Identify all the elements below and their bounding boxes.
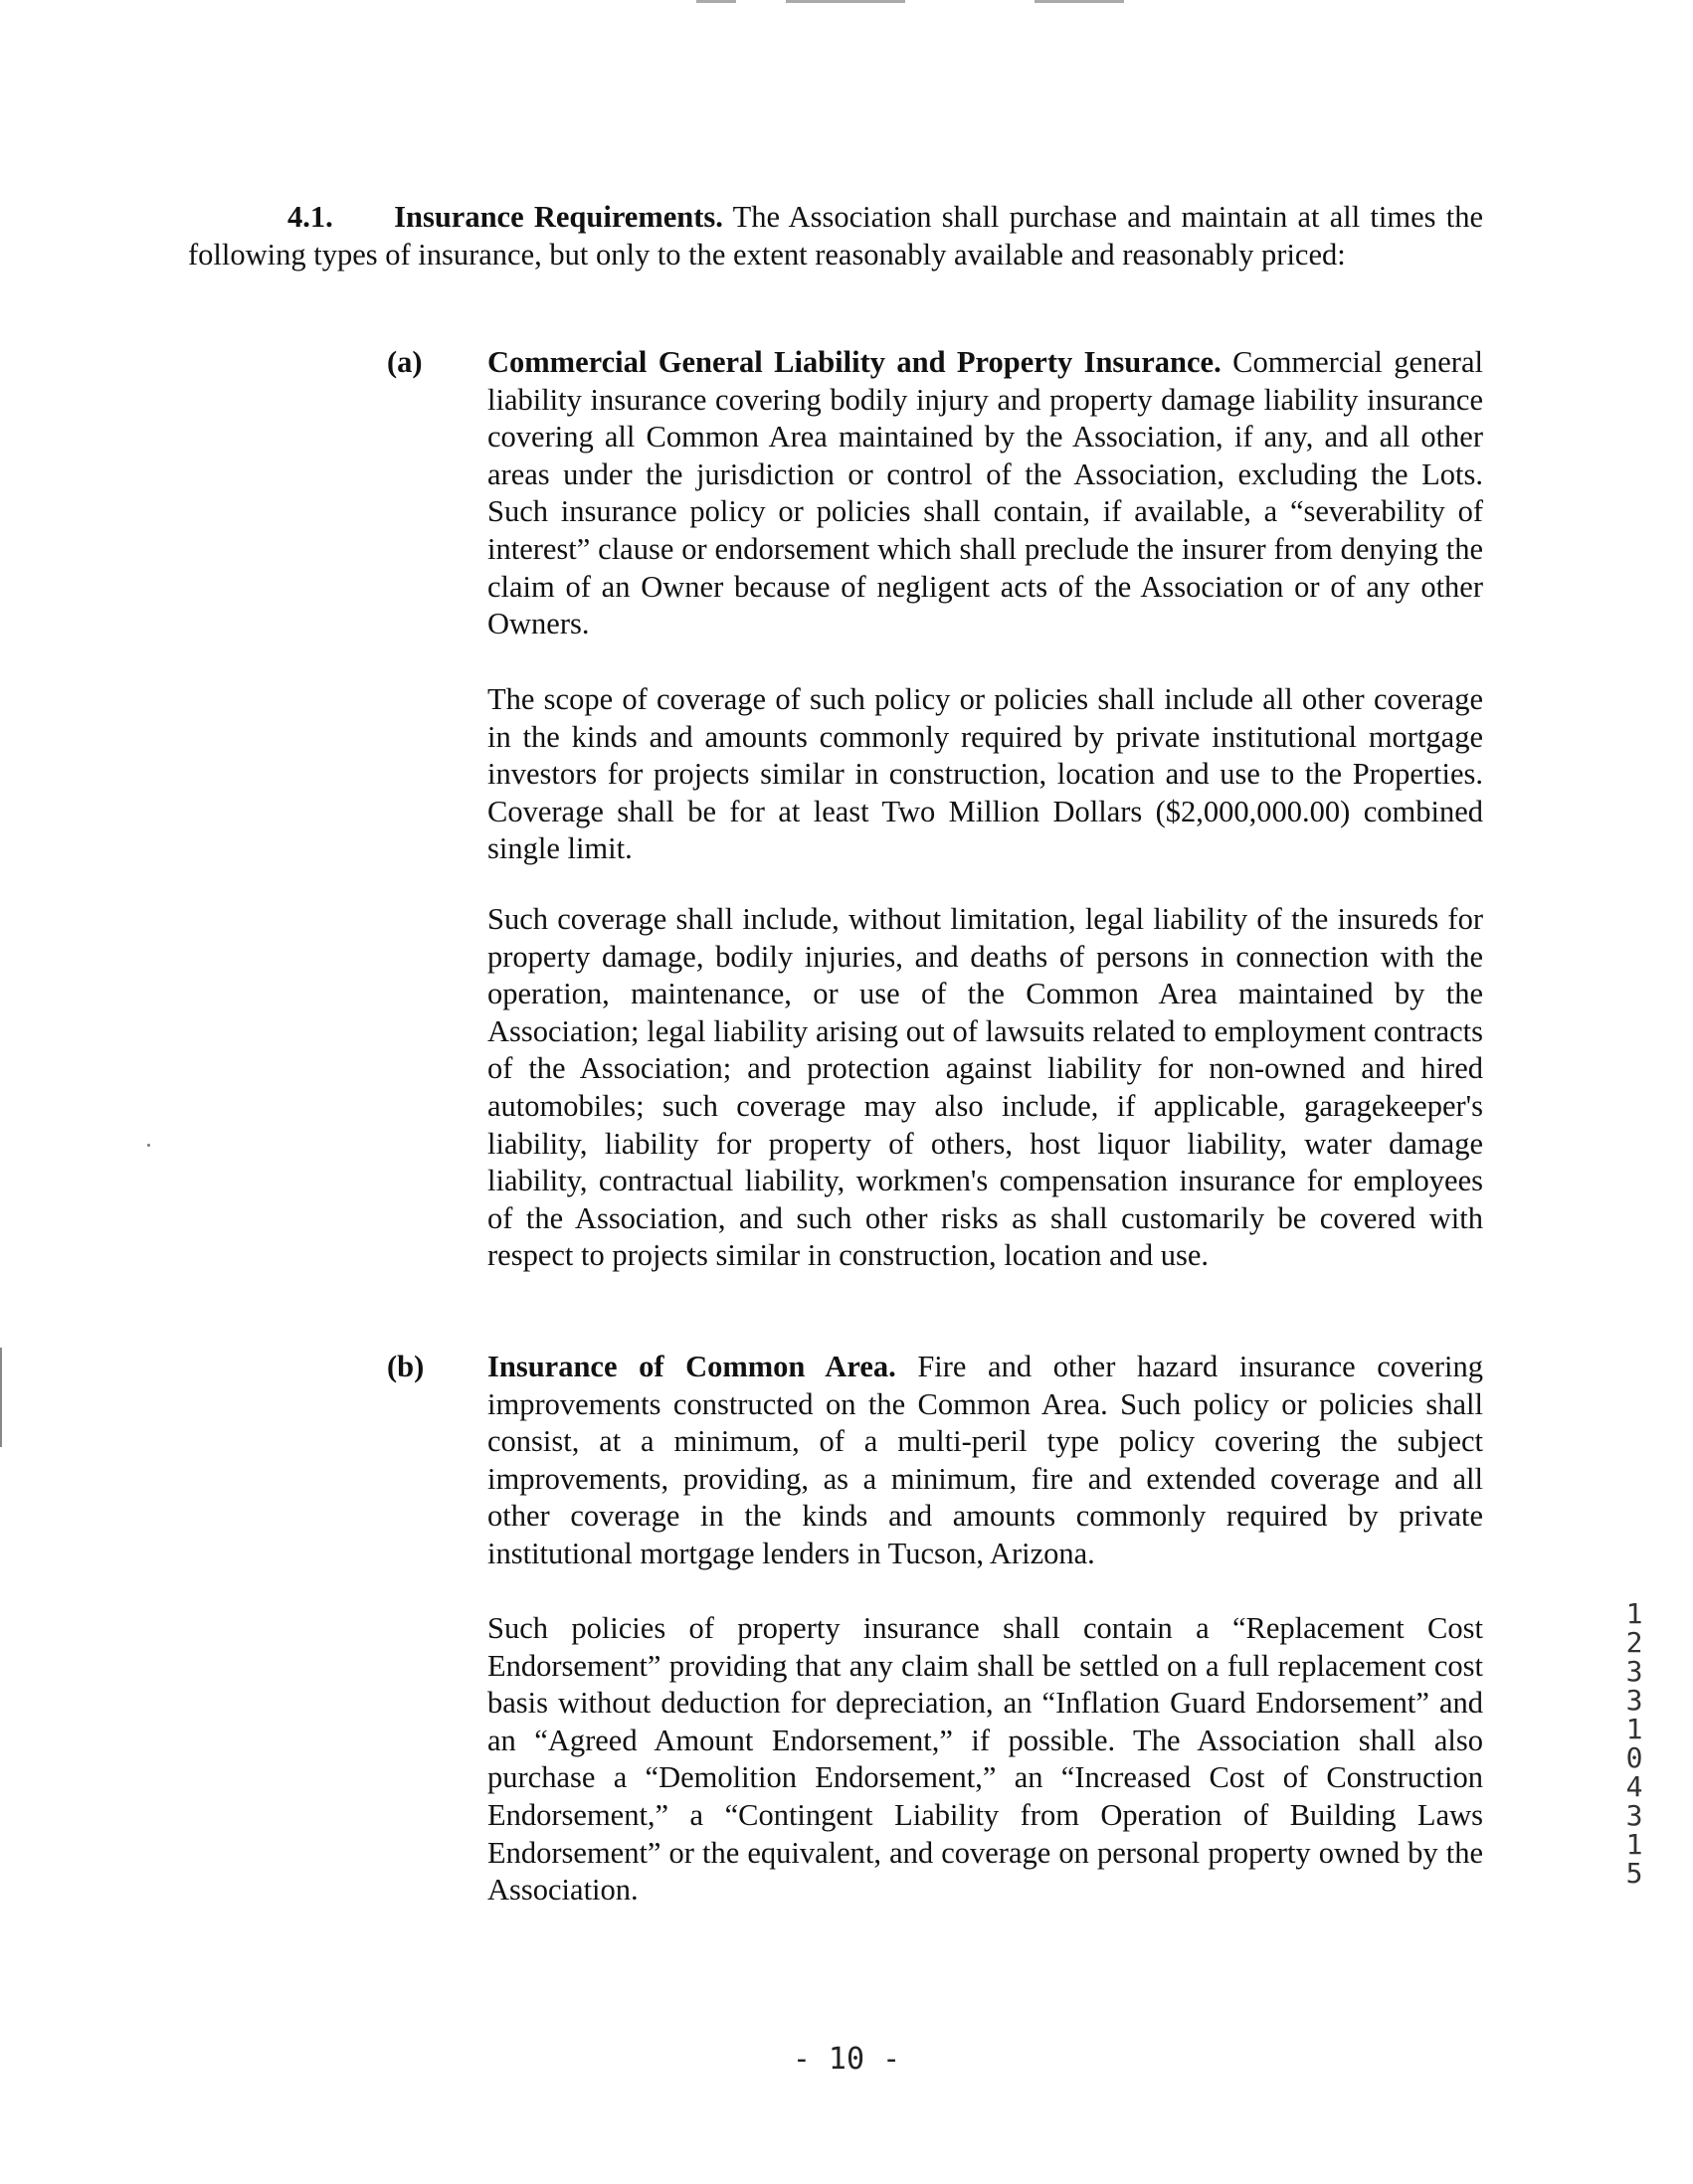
page-number: - 10 - [792,2042,901,2077]
recording-stamp: 12331 04315 [1625,1597,1660,1890]
item-b-paragraph [487,1349,1483,1573]
item-a-paragraph-3: Such coverage shall include, without limitation, legal liability of the insureds for property damage, bodily injuries, and deaths of persons in connection with the operation, maintenance, or use of the Common Area maintained by the Association; legal liability arising out of lawsuits related to employment contracts of the Association; and protection against liability for non-owned and hired automobiles; such coverage may also include, if applicable, garagekeeper's liability, liability for property of others, host liquor liability, water damage liability, contractual liability, workmen's compensation insurance for employees of the Association, and such other risks as shall customarily be covered with respect to projects similar in construction, location and use. [487,902,1483,1273]
scan-artifact-left-edge [0,1348,2,1447]
scan-artifact-top-2 [786,0,905,3]
item-b-heading: Insurance of Common Area. [487,1350,896,1383]
section-4-1-paragraph [188,199,1483,273]
item-a-text: Commercial general liability insurance covering bodily injury and property damage liability insurance covering all Common Area maintained by the Association, if any, and all other areas under the jurisdiction or control of the Association, excluding the Lots. Such insurance policy or policies shall contain, if available, a “severability of interest” clause or endorsement which shall preclude the insurer from denying the claim of an Owner because of negligent acts of the Association or of any other Owners. [487,345,1483,641]
section-number: 4.1. [287,200,333,234]
item-a-paragraph-2: The scope of coverage of such policy or policies shall include all other coverage in the kinds and amounts commonly required by private institutional mortgage investors for projects similar in construction, location and use to the Properties. Coverage shall be for at least Two Million Dollars ($2,000,000.00) combined single limit. [487,682,1483,866]
scan-artifact-top-1 [696,0,736,3]
item-a-heading: Commercial General Liability and Property Insurance. [487,345,1222,379]
section-number-gap [333,200,394,234]
item-a-marker: (a) [387,345,423,379]
scan-artifact-top-3 [1035,0,1124,3]
section-heading: Insurance Requirements. [394,200,723,234]
item-a-paragraph [487,344,1483,643]
item-b-paragraph-2: Such policies of property insurance shall contain a “Replacement Cost Endorsement” providing that any claim shall be settled on a full replacement cost basis without deduction for depreciation, an “Inflation Guard Endorsement” and an “Agreed Amount Endorsement,” if possible. The Association shall also purchase a “Demolition Endorsement,” an “Increased Cost of Construction Endorsement,” a “Contingent Liability from Operation of Building Laws Endorsement” or the equivalent, and coverage on personal property owned by the Association. [487,1611,1483,1908]
scan-speck [147,1144,150,1147]
item-b-text: Fire and other hazard insurance covering improvements constructed on the Common Area. Such policy or policies shall consist, at a minimum, of a multi-peril type policy covering the subject improvements, providing, as a minimum, fire and extended coverage and all other coverage in the kinds and amounts commonly required by private institutional mortgage lenders in Tucson, Arizona. [487,1350,1483,1570]
section-text: The Association shall purchase and maintain at all times the following types of insurance, but only to the extent reasonably available and reasonably priced: [188,200,1483,272]
item-b-marker: (b) [387,1350,425,1383]
